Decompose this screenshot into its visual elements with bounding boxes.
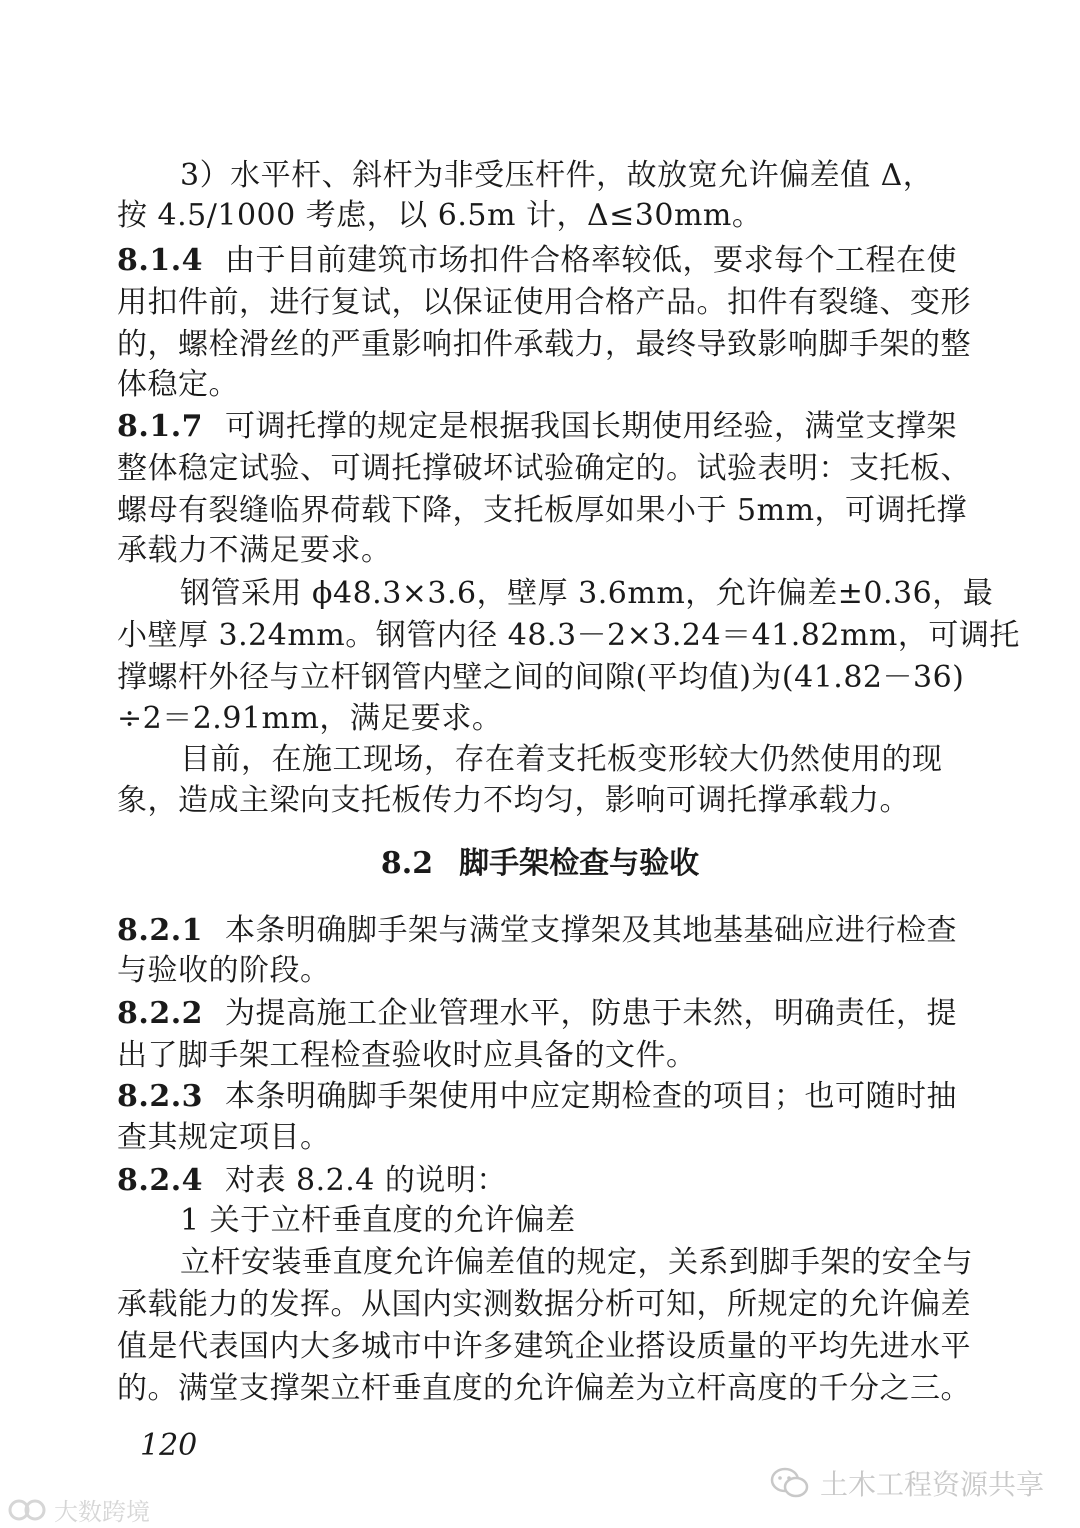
- watermark-left: 大数跨境: [8, 1492, 150, 1527]
- body-line: 用扣件前，进行复试，以保证使用合格产品。扣件有裂缝、变形: [117, 285, 971, 320]
- clause-number: 8.2.1: [117, 913, 204, 948]
- body-line: 出了脚手架工程检查验收时应具备的文件。: [117, 1038, 697, 1073]
- clause-number: 8.1.4: [117, 243, 204, 278]
- body-line: 的，螺栓滑丝的严重影响扣件承载力，最终导致影响脚手架的整: [117, 327, 971, 362]
- section-number: 8.2: [380, 846, 434, 881]
- body-line: 3）水平杆、斜杆为非受压杆件，故放宽允许偏差值 Δ，: [180, 158, 934, 193]
- body-line: 的。满堂支撑架立杆垂直度的允许偏差为立杆高度的千分之三。: [117, 1371, 971, 1406]
- body-line: ÷2＝2.91mm，满足要求。: [117, 701, 503, 736]
- body-line: 与验收的阶段。: [117, 953, 331, 988]
- page-number: 120: [140, 1428, 198, 1463]
- clause-line: 8.2.4 对表 8.2.4 的说明：: [117, 1163, 507, 1198]
- wechat-icon: [770, 1466, 810, 1500]
- clause-line: 8.2.2 为提高施工企业管理水平，防患于未然，明确责任，提: [117, 996, 958, 1031]
- body-line: 承载力不满足要求。: [117, 533, 392, 568]
- body-line: 值是代表国内大多城市中许多建筑企业搭设质量的平均先进水平: [117, 1329, 971, 1364]
- body-line: 螺母有裂缝临界荷载下降，支托板厚如果小于 5mm，可调托撑: [117, 493, 968, 528]
- section-title: 脚手架检查与验收: [459, 846, 700, 881]
- clause-line: 8.2.1 本条明确脚手架与满堂支撑架及其地基基础应进行检查: [117, 913, 958, 948]
- body-line: 整体稳定试验、可调托撑破坏试验确定的。试验表明：支托板、: [117, 451, 971, 486]
- clause-line: 8.1.7 可调托撑的规定是根据我国长期使用经验，满堂支撑架: [117, 409, 958, 444]
- clause-number: 8.2.2: [117, 996, 204, 1031]
- clause-number: 8.1.7: [117, 409, 204, 444]
- clause-line: 8.1.4 由于目前建筑市场扣件合格率较低，要求每个工程在使: [117, 243, 958, 278]
- logo-icon: [8, 1496, 48, 1524]
- clause-line: 8.2.3 本条明确脚手架使用中应定期检查的项目；也可随时抽: [117, 1079, 958, 1114]
- body-line: 撑螺杆外径与立杆钢管内壁之间的间隙(平均值)为(41.82－36): [117, 660, 965, 695]
- body-line: 象，造成主梁向支托板传力不均匀，影响可调托撑承载力。: [117, 783, 910, 818]
- body-line: 目前，在施工现场，存在着支托板变形较大仍然使用的现: [180, 742, 943, 777]
- section-heading: [0, 843, 1080, 885]
- body-line: 体稳定。: [117, 367, 239, 402]
- body-line: 钢管采用 ϕ48.3×3.6，壁厚 3.6mm，允许偏差±0.36，最: [180, 576, 994, 611]
- body-line: 查其规定项目。: [117, 1120, 331, 1155]
- clause-number: 8.2.4: [117, 1163, 204, 1198]
- body-line: 立杆安装垂直度允许偏差值的规定，关系到脚手架的安全与: [180, 1245, 973, 1280]
- clause-number: 8.2.3: [117, 1079, 204, 1114]
- body-line: 承载能力的发挥。从国内实测数据分析可知，所规定的允许偏差: [117, 1287, 971, 1322]
- watermark-right: 土木工程资源共享: [770, 1463, 1044, 1503]
- body-line: 按 4.5/1000 考虑，以 6.5m 计，Δ≤30mm。: [117, 198, 763, 233]
- body-line: 小壁厚 3.24mm。钢管内径 48.3－2×3.24＝41.82mm，可调托: [117, 618, 1020, 653]
- body-line: 1 关于立杆垂直度的允许偏差: [180, 1203, 576, 1238]
